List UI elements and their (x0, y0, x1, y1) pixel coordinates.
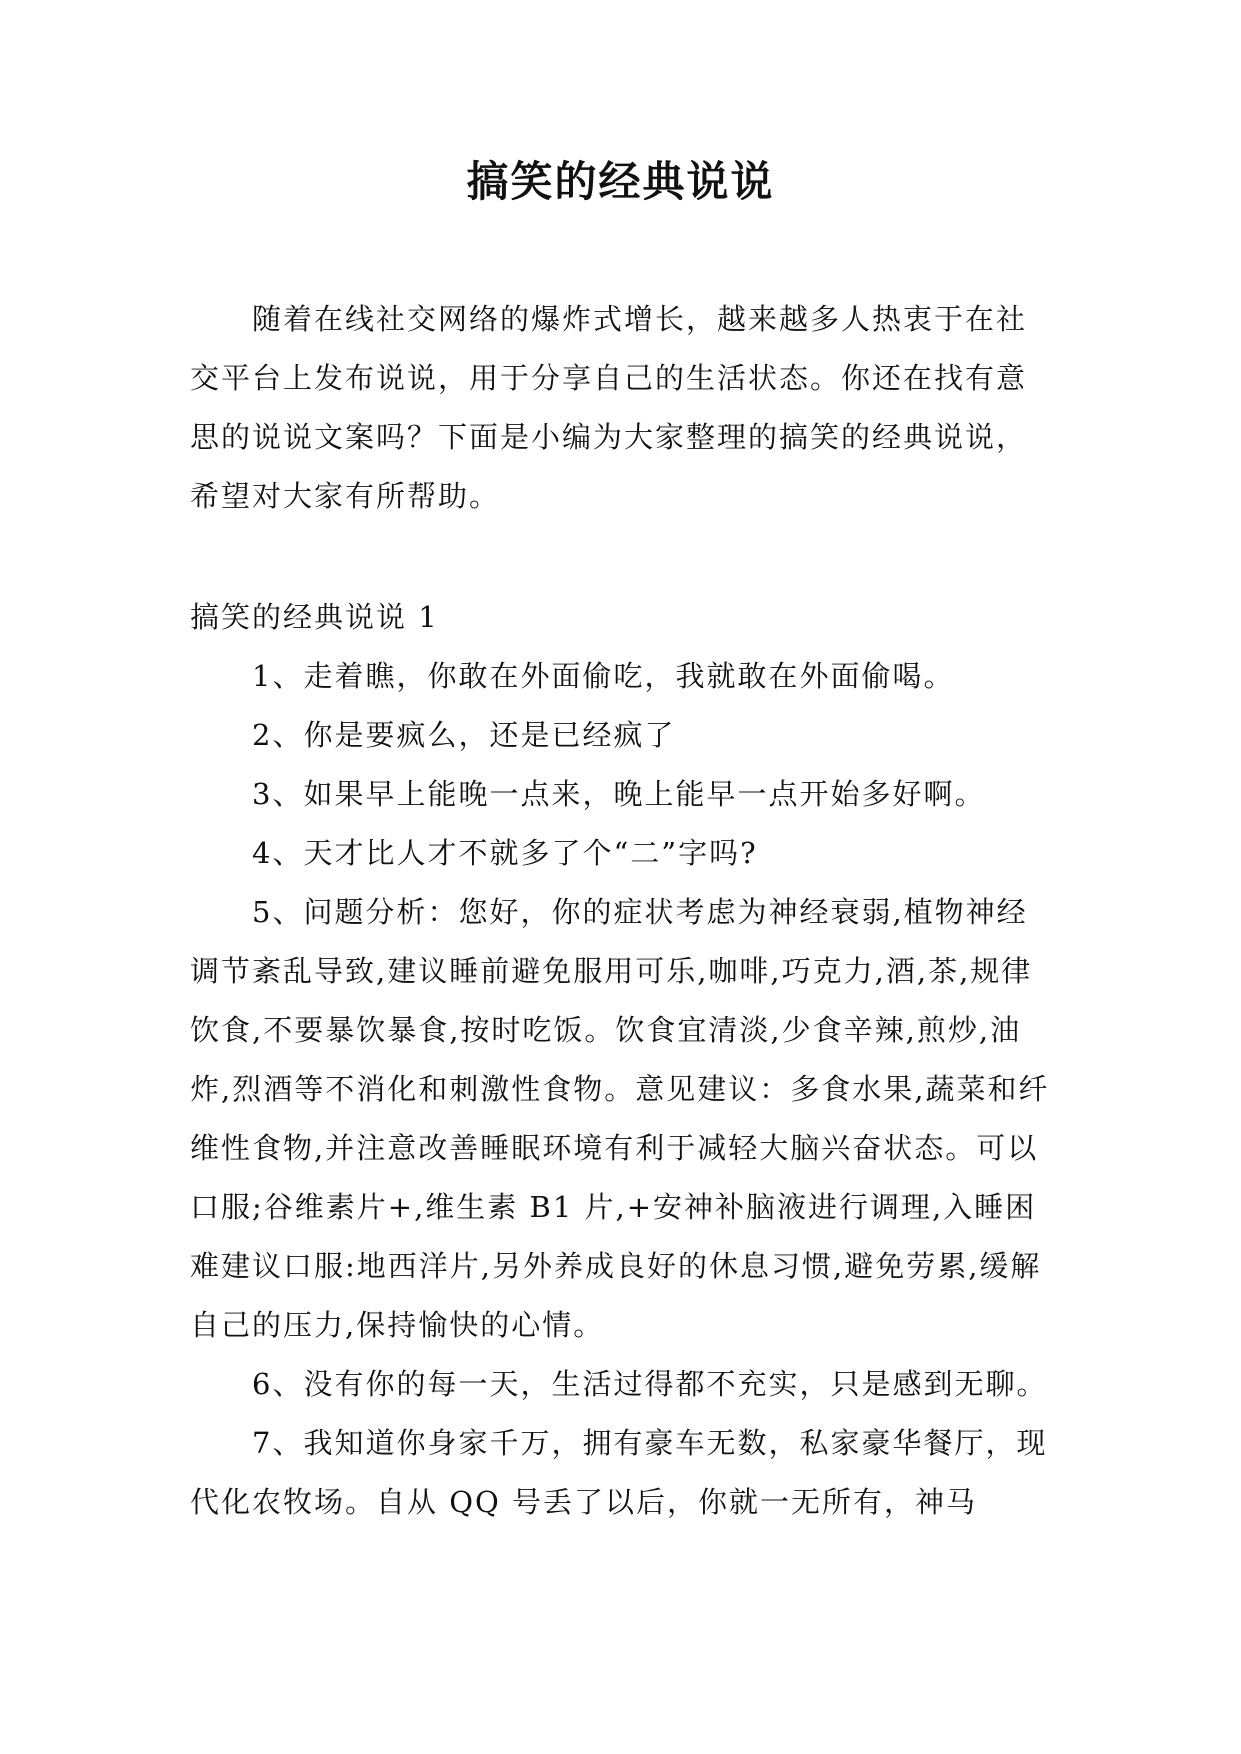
document-title: 搞笑的经典说说 (466, 157, 775, 206)
list-item-2: 2、你是要疯么，还是已经疯了 (252, 718, 676, 752)
paragraph-spacer (190, 526, 1052, 588)
list-item-4: 4、天才比人才不就多了个“二”字吗? (252, 836, 758, 870)
document-body (190, 290, 1052, 1532)
intro-paragraph: 随着在线社交网络的爆炸式增长，越来越多人热衷于在社交平台上发布说说，用于分享自己的生活状态。你还在找有意思的说说文案吗？下面是小编为大家整理的搞笑的经典说说，希望对大家有所帮助。 (190, 302, 1028, 513)
section-heading: 搞笑的经典说说 1 (190, 600, 439, 634)
list-item-1: 1、走着瞧，你敢在外面偷吃，我就敢在外面偷喝。 (252, 659, 955, 693)
list-item-3: 3、如果早上能晚一点来，晚上能早一点开始多好啊。 (252, 777, 986, 811)
list-item-6: 6、没有你的每一天，生活过得都不充实，只是感到无聊。 (252, 1367, 1048, 1401)
list-item-5: 5、问题分析：您好，你的症状考虑为神经衰弱,植物神经调节紊乱导致,建议睡前避免服用可乐,咖啡,巧克力,酒,茶,规律饮食,不要暴饮暴食,按时吃饭。饮食宜清淡,少食辛辣,煎炒,油炸,烈酒等不消化和刺激性食物。意见建议：多食水果,蔬菜和纤维性食物,并注意改善睡眠环境有利于减轻大脑兴奋状态。可以口服;谷维素片+,维生素 B1 片,+安神补脑液进行调理,入睡困难建议口服:地西洋片,另外养成良好的休息习惯,避免劳累,缓解自己的压力,保持愉快的心情。 (190, 895, 1050, 1342)
list-item-7: 7、我知道你身家千万，拥有豪车无数，私家豪华餐厅，现代化农牧场。自从 QQ 号丢了以后，你就一无所有，神马 (190, 1426, 1048, 1519)
